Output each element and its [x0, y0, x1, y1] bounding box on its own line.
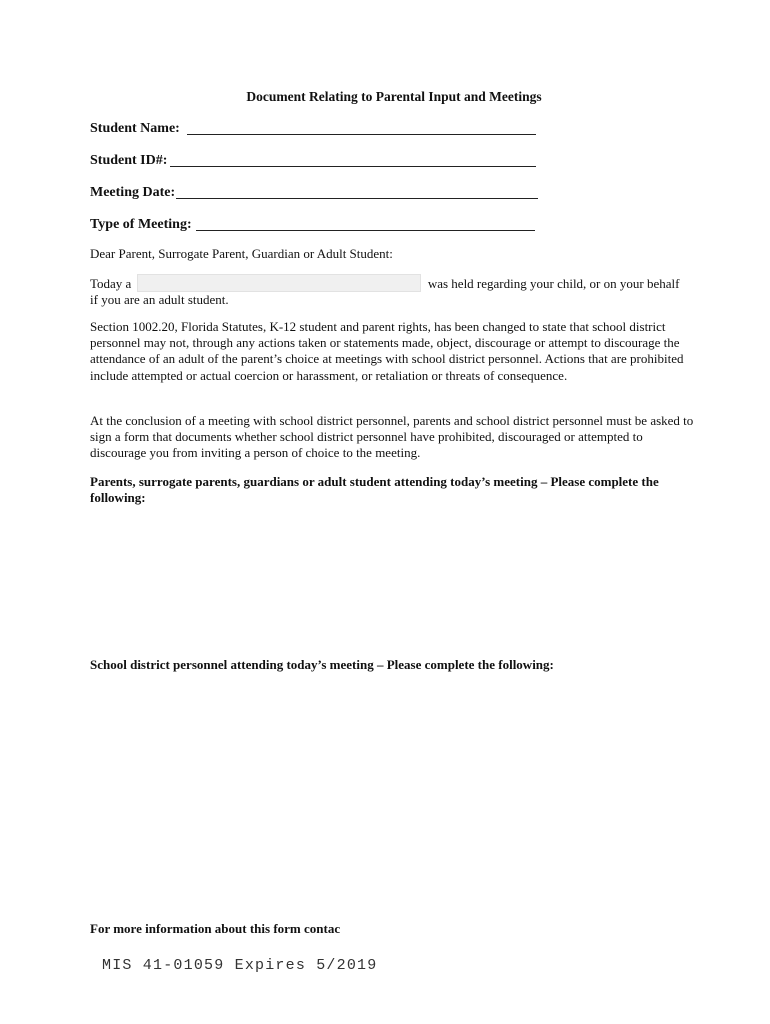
meeting-date-field[interactable]	[176, 184, 538, 199]
parents-section-heading: Parents, surrogate parents, guardians or adult student attending today’s meeting – Please complete the following:	[90, 474, 659, 506]
meeting-type-label: Type of Meeting:	[90, 217, 192, 232]
intro-before-text: Today a	[90, 276, 132, 291]
greeting: Dear Parent, Surrogate Parent, Guardian or Adult Student:	[90, 246, 393, 261]
section-paragraph: Section 1002.20, Florida Statutes, K-12 student and parent rights, has been changed to state that school district personnel may not, through any actions taken or statements made, object, discourage or attempt to discourage the attendance of an adult of the parent’s choice at meetings with school district personnel. Actions that are prohibited include attempted or actual coercion or harassment, or retaliation or threats of consequence.	[90, 319, 684, 383]
parents-signature-area[interactable]	[90, 512, 700, 652]
intro-after-text: was held regarding your child, or on your behalf	[427, 276, 680, 291]
intro-line2-text: if you are an adult student.	[90, 292, 229, 308]
personnel-section-heading: School district personnel attending today’s meeting – Please complete the following:	[90, 657, 554, 672]
meeting-date-label: Meeting Date:	[90, 185, 176, 200]
student-id-label: Student ID#:	[90, 153, 168, 168]
meeting-type-field[interactable]	[196, 216, 535, 231]
form-code: MIS 41-01059 Expires 5/2019	[102, 957, 378, 974]
intro-paragraph	[90, 274, 705, 308]
contact-info-text: For more information about this form contac	[90, 921, 341, 936]
student-name-label: Student Name:	[90, 121, 180, 136]
student-name-field[interactable]	[187, 120, 536, 135]
conclusion-paragraph: At the conclusion of a meeting with school district personnel, parents and school district personnel must be asked to sign a form that documents whether school district personnel have prohibited, discouraged or attempted to discourage you from inviting a person of choice to the meeting.	[90, 413, 694, 461]
document-title: Document Relating to Parental Input and Meetings	[246, 89, 542, 104]
student-id-field[interactable]	[170, 152, 536, 167]
meeting-type-inline-field[interactable]	[137, 274, 421, 292]
personnel-signature-area[interactable]	[90, 678, 700, 908]
